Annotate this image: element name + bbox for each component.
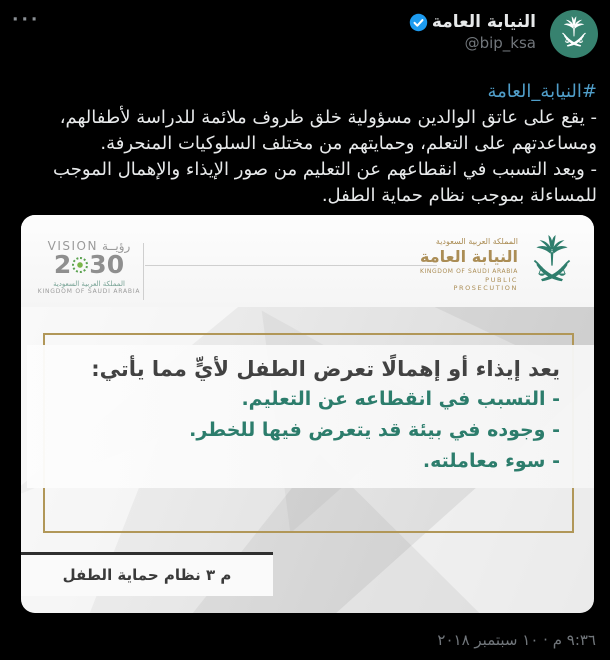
pp-org-ar: النيابة العامة [420,246,518,266]
hashtag-link[interactable]: #النيابة_العامة [487,81,597,102]
law-article-badge-text: م ٣ نظام حماية الطفل [62,566,232,584]
vision2030-year-suffix: 30 [89,250,125,279]
card-bullet: - التسبب في انقطاعه عن التعليم. [241,388,560,410]
user-block [409,12,536,52]
pp-palm-swords-scales-icon [526,233,578,295]
card-text-band [27,345,594,488]
more-options-button[interactable]: ··· [12,10,41,30]
logo-divider-horizontal [145,265,437,266]
pp-country-en: KINGDOM OF SAUDI ARABIA [420,267,518,275]
vision2030-word-ar: رؤيــة [101,239,131,253]
vision2030-year-prefix: 2 [53,250,72,279]
tweet-timestamp[interactable]: ٩:٣٦ م · ١٠ سبتمبر ٢٠١٨ [437,631,596,649]
display-name[interactable]: النيابة العامة [431,12,536,32]
pp-org-en: PUBLIC PROSECUTION [453,275,518,292]
law-article-badge [21,552,273,596]
tweet-line: - ويعد التسبب في انقطاعهم عن التعليم من صور الإيذاء والإهمال الموجب [53,159,597,180]
tweet-line: للمساءلة بموجب نظام حماية الطفل. [321,185,597,206]
logo-divider-vertical [143,243,144,300]
saudi-palm-swords-icon [557,15,591,53]
tweet-text [8,79,597,209]
pp-country-ar: المملكة العربية السعودية [435,236,518,246]
card-bullet: - سوء معاملته. [422,450,560,472]
tweet-media-card[interactable] [21,215,594,613]
public-prosecution-logo [418,233,578,295]
card-header-band [21,215,594,307]
vision-rosette-icon [72,257,88,273]
vision2030-word-en: VISION [47,239,98,253]
vision2030-country-en: KINGDOM OF SAUDI ARABIA [37,288,141,295]
avatar[interactable] [550,10,598,58]
card-title: يعد إيذاء أو إهمالًا تعرض الطفل لأيٍّ مما يأتي: [91,357,560,381]
tweet-line: ومساعدتهم على التعلم، وحمايتهم من مختلف السلوكيات المنحرفة. [100,133,597,154]
tweet-line: - يقع على عاتق الوالدين مسؤولية خلق ظروف ملائمة للدراسة لأطفالهم، [59,107,597,128]
vision2030-logo [37,239,141,295]
vision2030-country-ar: المملكة العربية السعودية [53,280,125,288]
user-handle[interactable]: @bip_ksa [464,34,536,52]
card-bullet: - وجوده في بيئة قد يتعرض فيها للخطر. [189,419,560,441]
verified-badge-icon [409,13,428,32]
